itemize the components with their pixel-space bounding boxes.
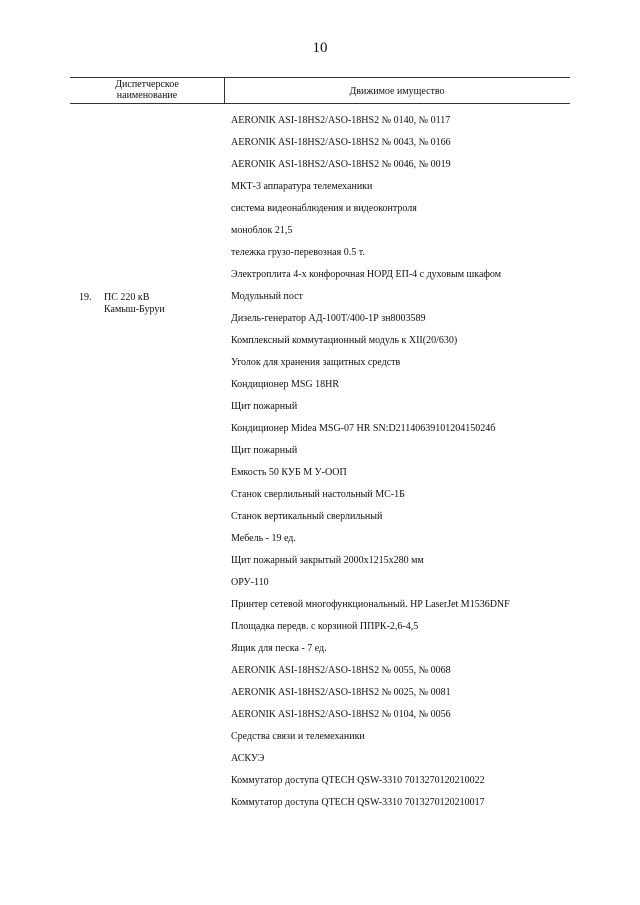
- property-item: Станок вертикальный сверлильный: [231, 511, 383, 522]
- row-dispatch-name: [104, 292, 214, 316]
- property-item: Кондиционер Midea MSG-07 HR SN:D2114063910120415024б: [231, 423, 496, 434]
- property-item: Мебель - 19 ед.: [231, 533, 296, 544]
- page-number: 10: [312, 40, 328, 56]
- property-item: AERONIK ASI-18HS2/ASO-18HS2 № 0046, № 0019: [231, 159, 451, 170]
- property-item: Коммутатор доступа QTECH QSW-3310 7013270120210017: [231, 797, 485, 808]
- property-item: Коммутатор доступа QTECH QSW-3310 7013270120210022: [231, 775, 485, 786]
- property-item: Щит пожарный: [231, 445, 298, 456]
- property-item: AERONIK ASI-18HS2/ASO-18HS2 № 0025, № 0081: [231, 687, 451, 698]
- row-name-line1: ПС 220 кВ: [104, 292, 150, 303]
- property-item: тележка грузо-перевозная 0.5 т.: [231, 247, 365, 258]
- property-item: Щит пожарный: [231, 401, 298, 412]
- property-item: Щит пожарный закрытый 2000х1215х280 мм: [231, 555, 424, 566]
- property-item: Электроплита 4-х конфорочная НОРД ЕП-4 с духовым шкафом: [231, 269, 502, 280]
- property-item: ОРУ-110: [231, 577, 269, 588]
- property-item: AERONIK ASI-18HS2/ASO-18HS2 № 0055, № 0068: [231, 665, 451, 676]
- property-list: [231, 114, 571, 818]
- property-item: АСКУЭ: [231, 753, 265, 764]
- property-item: Принтер сетевой многофункциональный. HP LaserJet M1536DNF: [231, 599, 510, 610]
- property-item: Средства связи и телемеханики: [231, 731, 365, 742]
- property-item: AERONIK ASI-18HS2/ASO-18HS2 № 0043, № 0166: [231, 137, 451, 148]
- property-item: Кондиционер MSG 18HR: [231, 379, 340, 390]
- property-item: Модульный пост: [231, 291, 303, 302]
- property-item: МКТ-3 аппаратура телемеханики: [231, 181, 373, 192]
- property-item: Площадка передв. с корзиной ППРК-2,6-4,5: [231, 621, 419, 632]
- row-number: 19.: [79, 292, 92, 303]
- property-item: моноблок 21,5: [231, 225, 293, 236]
- header-movable-property: Движимое имущество: [349, 86, 445, 97]
- property-item: Уголок для хранения защитных средств: [231, 357, 401, 368]
- property-item: система видеонаблюдения и видеоконтроля: [231, 203, 417, 214]
- row-name-line2: Камыш-Буруи: [104, 304, 165, 315]
- property-item: AERONIK ASI-18HS2/ASO-18HS2 № 0140, № 0117: [231, 115, 451, 126]
- header-dispatch-name-line1: Диспетчерское: [115, 79, 179, 90]
- property-item: Станок сверлильный настольный МС-1Б: [231, 489, 405, 500]
- property-item: AERONIK ASI-18HS2/ASO-18HS2 № 0104, № 0056: [231, 709, 451, 720]
- property-item: Ящик для песка - 7 ед.: [231, 643, 327, 654]
- property-item: Комплексный коммутационный модуль к XII(20/630): [231, 335, 458, 346]
- header-dispatch-name-line2: наименование: [116, 90, 178, 101]
- property-item: Емкость 50 КУБ М У-ООП: [231, 467, 347, 478]
- header-dispatch-name: [70, 79, 224, 101]
- property-item: Дизель-генератор АД-100Т/400-1Р зн8003589: [231, 313, 426, 324]
- header-bottom-rule: [70, 103, 570, 104]
- table-top-rule: [70, 77, 570, 78]
